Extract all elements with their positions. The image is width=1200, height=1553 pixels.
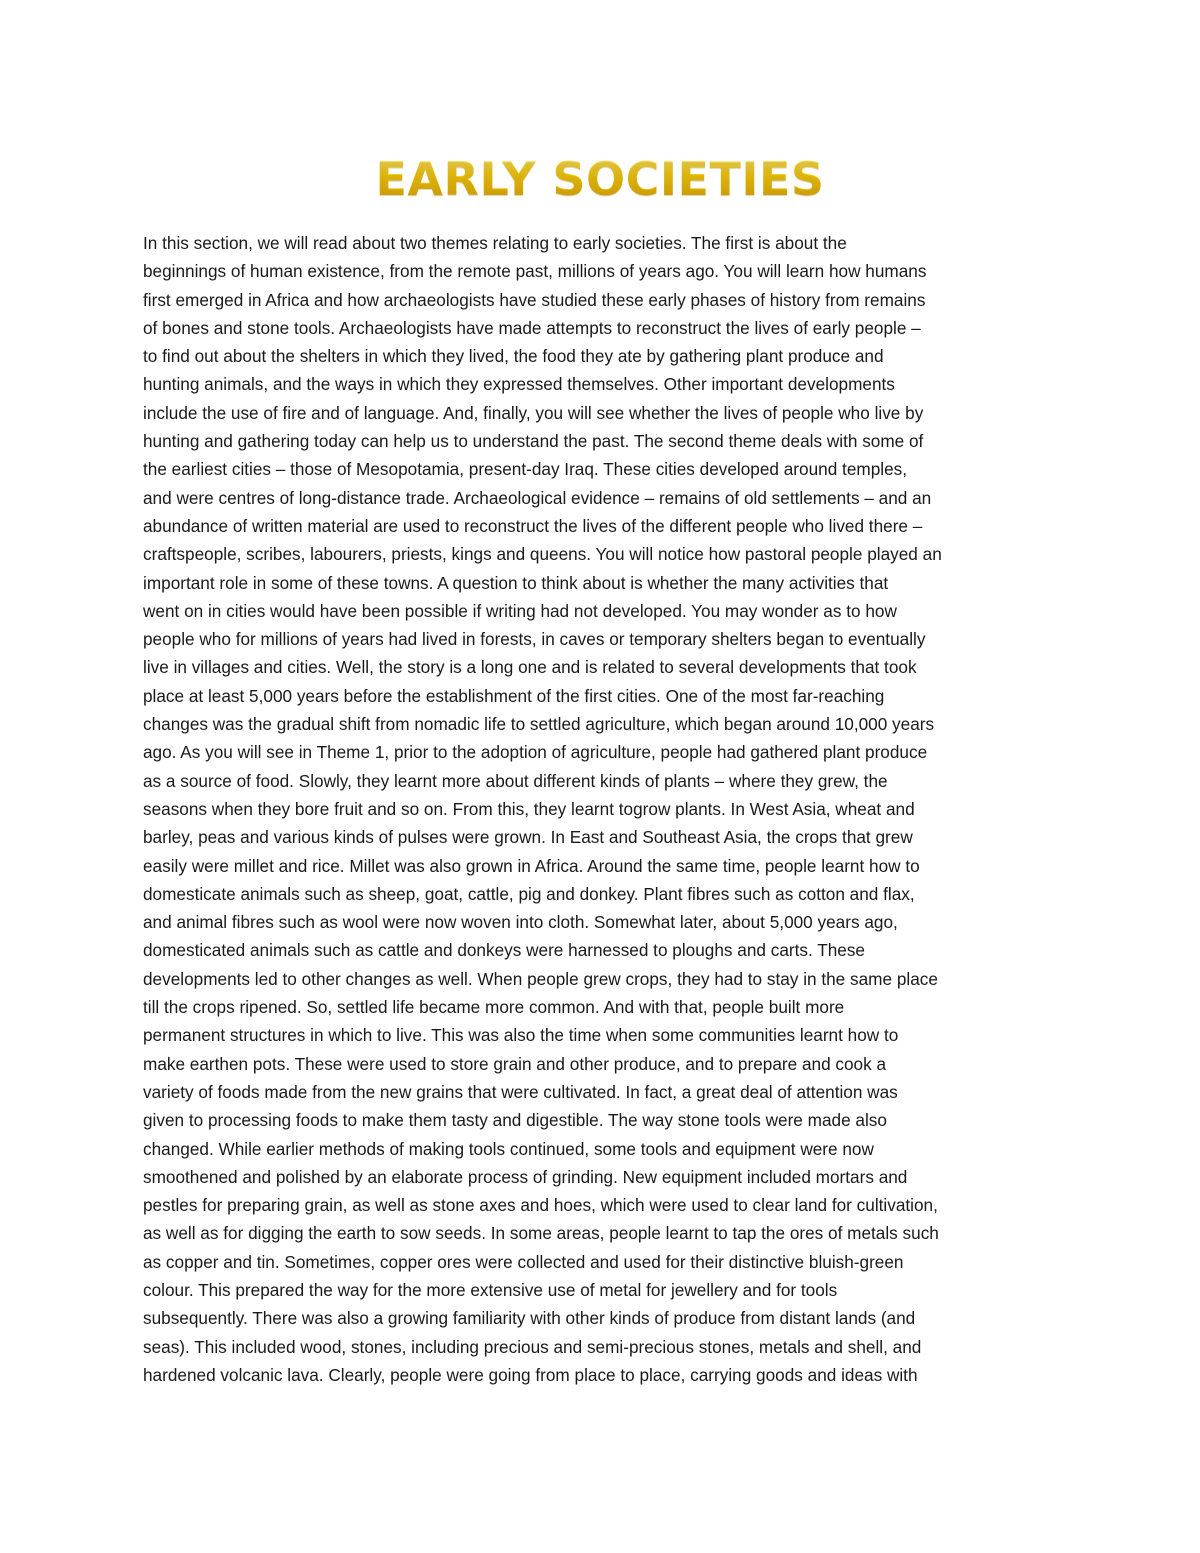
text-line: colour. This prepared the way for the more extensive use of metal for jewellery and for tools bbox=[143, 1279, 838, 1300]
text-line: went on in cities would have been possible if writing had not developed. You may wonder as to how bbox=[143, 600, 897, 621]
text-line: changed. While earlier methods of making tools continued, some tools and equipment were now bbox=[143, 1138, 874, 1159]
text-line: domesticated animals such as cattle and donkeys were harnessed to ploughs and carts. These bbox=[143, 940, 865, 961]
text-line: of bones and stone tools. Archaeologists have made attempts to reconstruct the lives of early people – bbox=[143, 317, 921, 338]
text-line: beginnings of human existence, from the remote past, millions of years ago. You will learn how humans bbox=[143, 261, 927, 282]
page-title: EARLY SOCIETIES bbox=[0, 148, 1200, 210]
text-line: as copper and tin. Sometimes, copper ores were collected and used for their distinctive bluish-green bbox=[143, 1251, 904, 1272]
text-line: include the use of fire and of language. And, finally, you will see whether the lives of people who live by bbox=[143, 402, 924, 423]
text-line: till the crops ripened. So, settled life became more common. And with that, people built more bbox=[143, 997, 845, 1018]
text-line: hunting animals, and the ways in which they expressed themselves. Other important developments bbox=[143, 374, 895, 395]
text-line: abundance of written material are used to reconstruct the lives of the different people who lived there – bbox=[143, 515, 923, 536]
text-line: people who for millions of years had lived in forests, in caves or temporary shelters began to eventually bbox=[143, 629, 926, 650]
text-line: In this section, we will read about two themes relating to early societies. The first is about the bbox=[143, 233, 847, 253]
text-line: seas). This included wood, stones, including precious and semi-precious stones, metals and shell, and bbox=[143, 1336, 922, 1357]
text-line: place at least 5,000 years before the establishment of the first cities. One of the most far-reaching bbox=[143, 685, 885, 706]
text-line: as a source of food. Slowly, they learnt more about different kinds of plants – where they grew, the bbox=[143, 770, 888, 791]
text-line: hunting and gathering today can help us to understand the past. The second theme deals with some of bbox=[143, 431, 924, 452]
text-line: pestles for preparing grain, as well as stone axes and hoes, which were used to clear land for cultivation, bbox=[143, 1195, 938, 1216]
text-line: barley, peas and various kinds of pulses were grown. In East and Southeast Asia, the crops that grew bbox=[143, 827, 913, 848]
body-paragraph bbox=[143, 229, 1063, 1389]
text-line: permanent structures in which to live. This was also the time when some communities learnt how to bbox=[143, 1025, 899, 1046]
text-line: important role in some of these towns. A question to think about is whether the many activities that bbox=[143, 572, 889, 593]
text-line: ago. As you will see in Theme 1, prior to the adoption of agriculture, people had gathered plant produce bbox=[143, 742, 928, 763]
text-line: smoothened and polished by an elaborate process of grinding. New equipment included mortars and bbox=[143, 1166, 908, 1187]
text-line: make earthen pots. These were used to store grain and other produce, and to prepare and cook a bbox=[143, 1053, 887, 1074]
text-line: craftspeople, scribes, labourers, priests, kings and queens. You will notice how pastoral people played an bbox=[143, 544, 942, 565]
text-line: the earliest cities – those of Mesopotamia, present-day Iraq. These cities developed around temples, bbox=[143, 459, 907, 480]
text-line: live in villages and cities. Well, the story is a long one and is related to several developments that took bbox=[143, 657, 917, 678]
text-line: subsequently. There was also a growing familiarity with other kinds of produce from distant lands (and bbox=[143, 1308, 916, 1329]
text-line: developments led to other changes as well. When people grew crops, they had to stay in the same place bbox=[143, 968, 938, 989]
text-line: seasons when they bore fruit and so on. From this, they learnt togrow plants. In West Asia, wheat and bbox=[143, 798, 915, 819]
text-line: hardened volcanic lava. Clearly, people were going from place to place, carrying goods and ideas with bbox=[143, 1364, 918, 1385]
text-line: changes was the gradual shift from nomadic life to settled agriculture, which began around 10,000 years bbox=[143, 714, 935, 735]
text-line: and were centres of long-distance trade. Archaeological evidence – remains of old settlements – and an bbox=[143, 487, 932, 508]
text-line: given to processing foods to make them tasty and digestible. The way stone tools were made also bbox=[143, 1110, 887, 1131]
text-line: domesticate animals such as sheep, goat, cattle, pig and donkey. Plant fibres such as cotton and flax, bbox=[143, 883, 915, 904]
text-line: first emerged in Africa and how archaeologists have studied these early phases of history from remains bbox=[143, 289, 926, 310]
text-line: variety of foods made from the new grains that were cultivated. In fact, a great deal of attention was bbox=[143, 1081, 898, 1102]
text-line: and animal fibres such as wool were now woven into cloth. Somewhat later, about 5,000 years ago, bbox=[143, 912, 898, 933]
text-line: to find out about the shelters in which they lived, the food they ate by gathering plant produce and bbox=[143, 346, 884, 367]
text-line: as well as for digging the earth to sow seeds. In some areas, people learnt to tap the ores of metals such bbox=[143, 1223, 939, 1244]
text-line: easily were millet and rice. Millet was also grown in Africa. Around the same time, people learnt how to bbox=[143, 855, 920, 876]
